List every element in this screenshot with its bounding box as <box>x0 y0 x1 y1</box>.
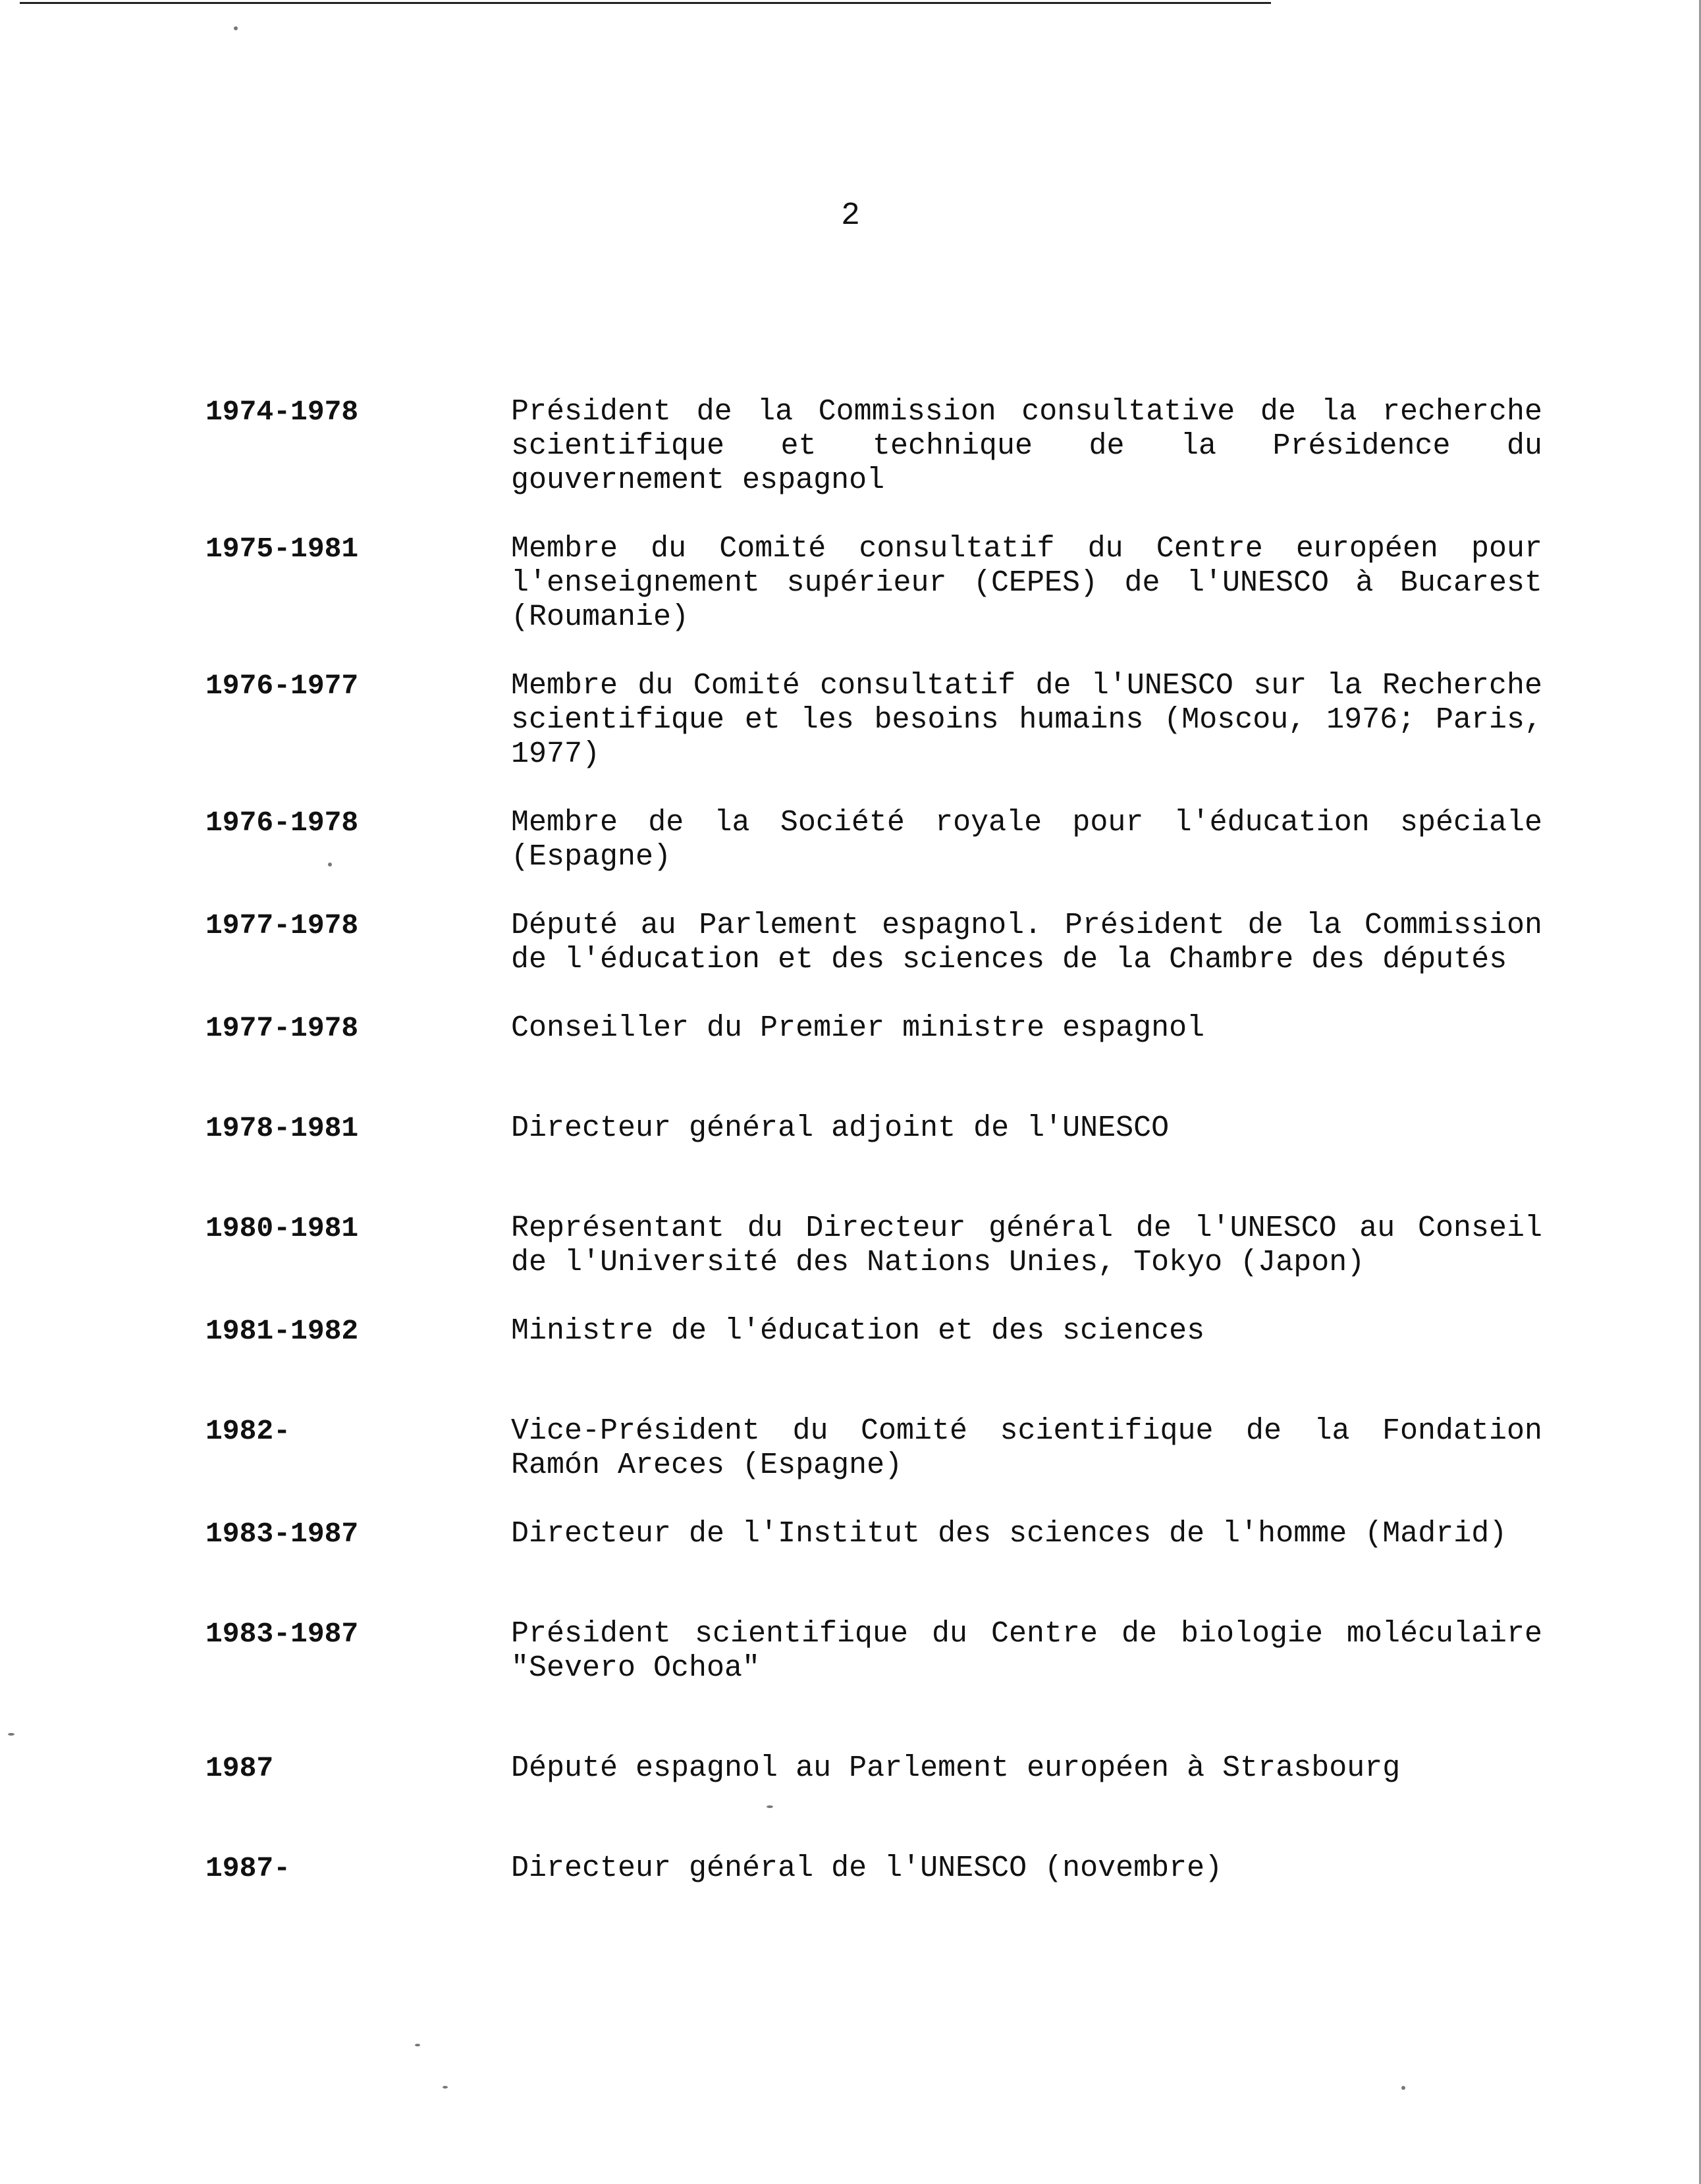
entry-years: 1974-1978 <box>205 396 359 428</box>
entry-years: 1976-1977 <box>205 670 359 702</box>
timeline-entry <box>205 1212 1542 1280</box>
scan-speck <box>767 1805 773 1808</box>
entry-description: Conseiller du Premier ministre espagnol <box>511 1011 1205 1045</box>
entry-years: 1978-1981 <box>205 1112 359 1144</box>
entry-description: Député espagnol au Parlement européen à Strasbourg <box>511 1751 1401 1785</box>
entry-description: Président de la Commission consultative de la recherche scientifique et technique de la Présidence du gouvernement espagnol <box>511 395 1542 497</box>
scan-speck <box>8 1733 14 1736</box>
timeline-entry <box>205 1414 1542 1483</box>
timeline-entry <box>205 806 1542 874</box>
timeline-entry <box>205 1111 1542 1146</box>
scan-speck <box>415 2044 420 2046</box>
entry-description: Vice-Président du Comité scientifique de la Fondation Ramón Areces (Espagne) <box>511 1414 1542 1482</box>
entry-description: Membre du Comité consultatif de l'UNESCO sur la Recherche scientifique et les besoins humains (Moscou, 1976; Paris, 1977) <box>511 669 1542 771</box>
timeline-entry <box>205 1851 1542 1886</box>
timeline-entry <box>205 1011 1542 1046</box>
top-scan-rule <box>20 2 1271 4</box>
entry-years: 1980-1981 <box>205 1212 359 1244</box>
scan-speck <box>328 863 332 866</box>
scan-speck <box>443 2086 448 2089</box>
entry-years: 1976-1978 <box>205 807 359 839</box>
entry-years: 1975-1981 <box>205 533 359 565</box>
career-timeline <box>205 395 1542 1920</box>
timeline-entry <box>205 532 1542 635</box>
timeline-entry <box>205 909 1542 977</box>
timeline-entry <box>205 1517 1542 1551</box>
entry-description: Président scientifique du Centre de biologie moléculaire "Severo Ochoa" <box>511 1617 1542 1685</box>
timeline-entry <box>205 395 1542 498</box>
entry-years: 1987- <box>205 1852 291 1884</box>
entry-years: 1977-1978 <box>205 909 359 942</box>
entry-description: Représentant du Directeur général de l'UNESCO au Conseil de l'Université des Nations Unies, Tokyo (Japon) <box>511 1212 1542 1279</box>
entry-years: 1983-1987 <box>205 1518 359 1550</box>
timeline-entry <box>205 1617 1542 1686</box>
entry-description: Ministre de l'éducation et des sciences <box>511 1314 1205 1348</box>
entry-years: 1977-1978 <box>205 1012 359 1044</box>
entry-years: 1983-1987 <box>205 1618 359 1650</box>
entry-years: 1981-1982 <box>205 1315 359 1347</box>
scan-speck <box>234 26 238 30</box>
entry-description: Directeur général de l'UNESCO (novembre) <box>511 1851 1223 1885</box>
entry-years: 1982- <box>205 1415 291 1447</box>
page-number: 2 <box>841 198 860 234</box>
entry-description: Député au Parlement espagnol. Président de la Commission de l'éducation et des sciences de la Chambre des députés <box>511 909 1542 976</box>
timeline-entry <box>205 1751 1542 1786</box>
timeline-entry <box>205 669 1542 772</box>
entry-description: Directeur de l'Institut des sciences de l'homme (Madrid) <box>511 1517 1507 1551</box>
entry-description: Membre du Comité consultatif du Centre européen pour l'enseignement supérieur (CEPES) de l'UNESCO à Bucarest (Roumanie) <box>511 532 1542 634</box>
timeline-entry <box>205 1314 1542 1348</box>
entry-years: 1987 <box>205 1752 274 1784</box>
scan-speck <box>1401 2086 1405 2090</box>
entry-description: Directeur général adjoint de l'UNESCO <box>511 1111 1170 1145</box>
entry-description: Membre de la Société royale pour l'éducation spéciale (Espagne) <box>511 806 1542 874</box>
